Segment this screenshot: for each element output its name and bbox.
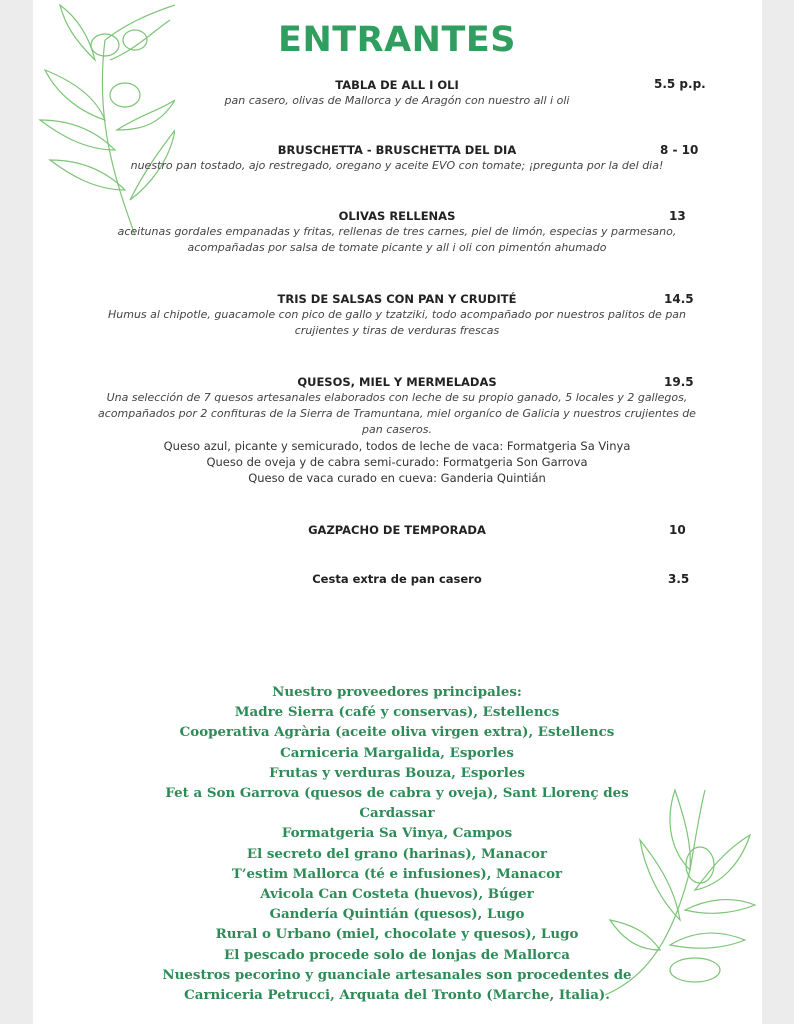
item-description: Una selección de 7 quesos artesanales elaborados con leche de su propio ganado, 5 locales y 2 gallegos,	[106, 391, 688, 404]
supplier-line: Frutas y verduras Bouza, Esporles	[269, 764, 525, 781]
supplier-line: Carniceria Margalida, Esporles	[280, 744, 514, 761]
item-description: aceitunas gordales empanadas y fritas, rellenas de tres carnes, piel de limón, especias y parmesano,	[117, 225, 677, 238]
item-description: acompañados por 2 confituras de la Sierra de Tramuntana, miel organíco de Galicia y nuestros crujientes de	[98, 407, 696, 420]
suppliers-list	[0, 682, 794, 1005]
item-note: Queso de vaca curado en cueva: Ganderia Quintián	[248, 471, 546, 485]
item-price: 14.5	[664, 292, 694, 306]
item-note: Queso de oveja y de cabra semi-curado: Formatgeria Son Garrova	[206, 455, 588, 469]
supplier-line: Formatgeria Sa Vinya, Campos	[281, 825, 513, 842]
supplier-line: El secreto del grano (harinas), Manacor	[246, 845, 548, 862]
item-name: Cesta extra de pan casero	[312, 572, 482, 586]
item-description: acompañadas por salsa de tomate picante y all i oli con pimentón ahumado	[187, 241, 607, 254]
item-price: 5.5 p.p.	[654, 77, 706, 91]
item-description: Humus al chipotle, guacamole con pico de gallo y tzatziki, todo acompañado por nuestros palitos de pan	[107, 308, 687, 321]
suppliers-heading: Nuestro proveedores principales:	[272, 684, 522, 700]
item-note: Queso azul, picante y semicurado, todos de leche de vaca: Formatgeria Sa Vinya	[163, 439, 631, 453]
item-name: QUESOS, MIEL Y MERMELADAS	[297, 375, 497, 389]
supplier-line: Rural o Urbano (miel, chocolate y quesos), Lugo	[215, 926, 579, 943]
item-name: GAZPACHO DE TEMPORADA	[308, 523, 486, 537]
item-price: 3.5	[668, 572, 690, 586]
supplier-line: Cardassar	[359, 805, 435, 822]
item-name: TRIS DE SALSAS CON PAN Y CRUDITÉ	[277, 292, 517, 306]
item-description: pan caseros.	[362, 423, 432, 436]
supplier-line: Carniceria Petrucci, Arquata del Tronto (Marche, Italia).	[184, 987, 610, 1004]
supplier-line: Fet a Son Garrova (quesos de cabra y oveja), Sant Llorenç des	[165, 785, 629, 802]
item-price: 10	[669, 523, 686, 537]
item-price: 19.5	[664, 375, 694, 389]
item-description: nuestro pan tostado, ajo restregado, oregano y aceite EVO con tomate; ¡pregunta por la del dia!	[130, 159, 664, 172]
item-price: 13	[669, 209, 686, 223]
supplier-line: Gandería Quintián (quesos), Lugo	[269, 906, 525, 923]
item-price: 8 - 10	[660, 143, 699, 157]
supplier-line: Avicola Can Costeta (huevos), Búger	[260, 886, 534, 903]
supplier-line: Cooperativa Agrària (aceite oliva virgen extra), Estellencs	[179, 724, 615, 741]
item-name: BRUSCHETTA - BRUSCHETTA DEL DIA	[277, 143, 517, 157]
item-name: TABLA DE ALL I OLI	[335, 78, 459, 92]
supplier-line: Nuestros pecorino y guanciale artesanales son procedentes de	[162, 966, 632, 983]
supplier-line: T’estim Mallorca (té e infusiones), Manacor	[231, 865, 563, 882]
page-title: ENTRANTES	[278, 20, 516, 60]
item-description: pan casero, olivas de Mallorca y de Aragón con nuestro all i oli	[224, 94, 570, 107]
item-name: OLIVAS RELLENAS	[338, 209, 456, 223]
supplier-line: El pescado procede solo de lonjas de Mallorca	[224, 946, 570, 963]
supplier-line: Madre Sierra (café y conservas), Estellencs	[234, 704, 560, 721]
item-description: crujientes y tiras de verduras frescas	[294, 324, 500, 337]
menu-item	[0, 374, 794, 486]
